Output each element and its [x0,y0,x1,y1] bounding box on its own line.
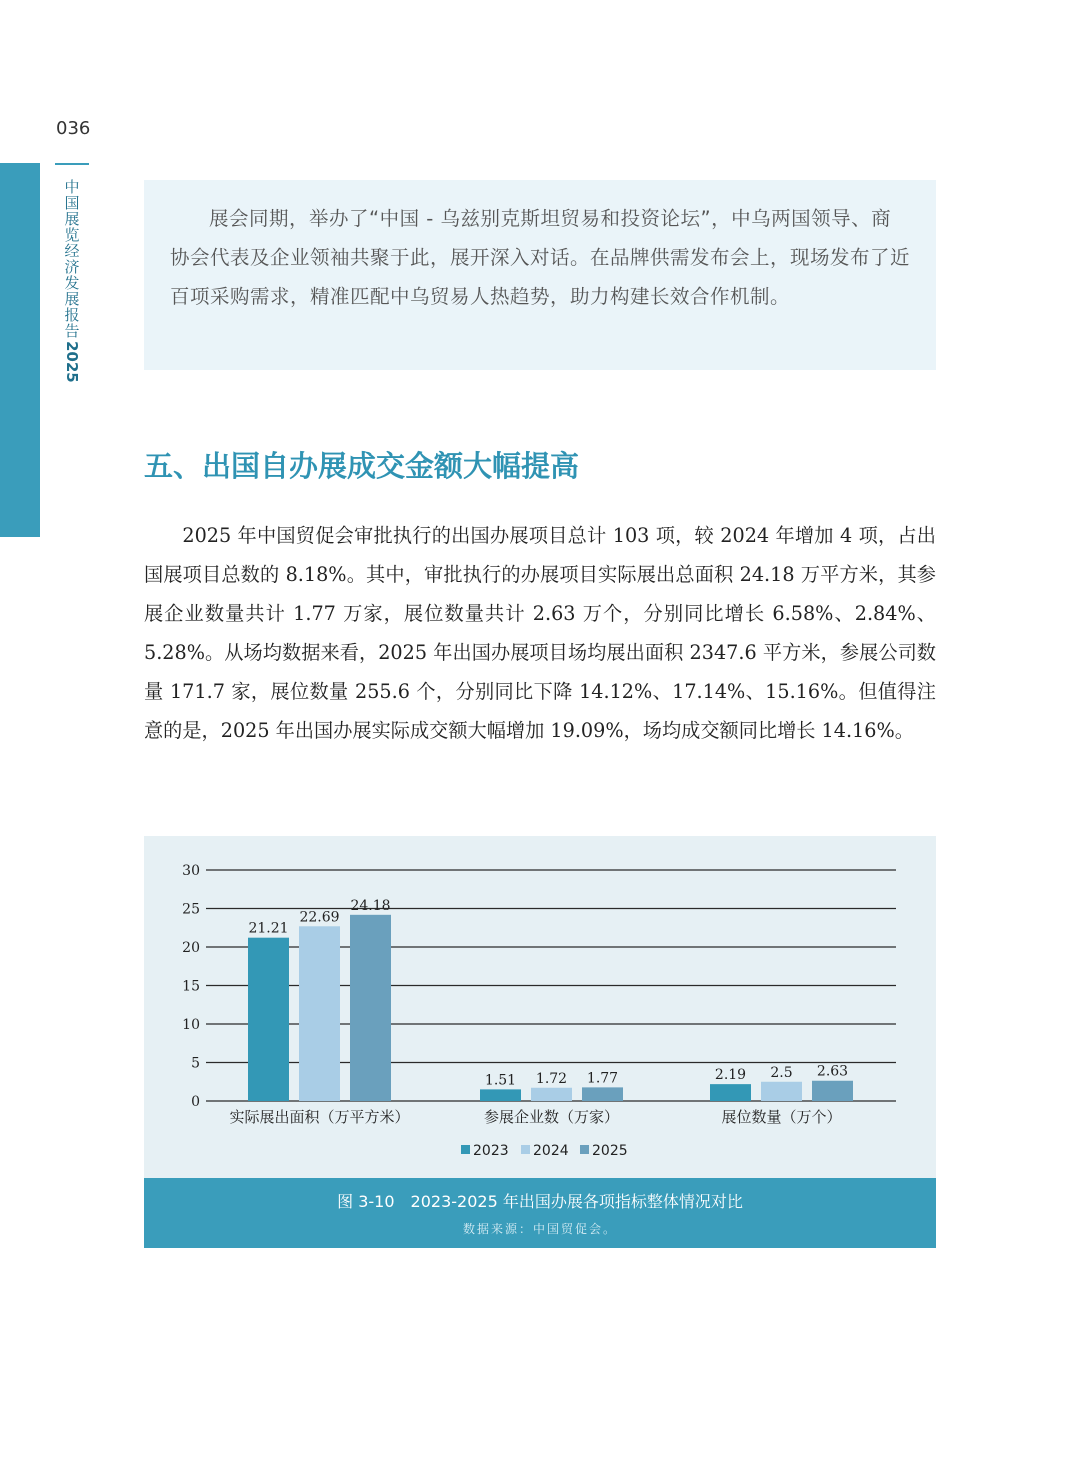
bar-value-label: 2.19 [714,1067,747,1084]
bar-2025 [350,915,391,1101]
bar-2025 [812,1081,853,1101]
bar-chart-panel [144,836,936,1178]
callout-text: 展会同期，举办了“中国 - 乌兹别克斯坦贸易和投资论坛”，中乌两国领导、商协会代表及企业领袖共聚于此，展开深入对话。在品牌供需发布会上，现场发布了近百项采购需求，精准匹配中乌贸易人热趋势，助力构建长效合作机制。 [170,207,911,308]
category-label: 参展企业数（万家） [483,1108,620,1126]
y-tick-label: 0 [191,1094,200,1110]
report-year: 2025 [63,341,81,383]
bar-value-label: 1.77 [586,1070,619,1087]
sidebar-accent-bar [0,163,40,537]
category-label: 展位数量（万个） [721,1108,842,1126]
bar-value-label: 22.69 [299,909,340,926]
bar-value-label: 24.18 [350,897,391,914]
bar-2025 [582,1087,623,1101]
y-tick-label: 10 [182,1017,200,1033]
callout-box [144,180,936,370]
bar-value-label: 2.63 [816,1063,849,1080]
bar-2023 [248,938,289,1101]
bar-2023 [710,1084,751,1101]
bar-value-label: 2.5 [770,1064,793,1081]
figure-caption-bar [144,1178,936,1248]
y-tick-label: 30 [182,863,200,879]
bar-2024 [761,1082,802,1101]
legend-swatch-2025 [580,1145,589,1154]
bar-2024 [299,926,340,1101]
section-heading: 五、出国自办展成交金额大幅提高 [144,449,580,483]
figure-caption: 图 3-10 2023-2025 年出国办展各项指标整体情况对比 [337,1192,743,1211]
figure-source: 数据来源：中国贸促会。 [462,1222,617,1236]
legend-label: 2025 [592,1143,628,1159]
body-paragraph: 2025 年中国贸促会审批执行的出国办展项目总计 103 项，较 2024 年增加 4 项，占出国展项目总数的 8.18%。其中，审批执行的办展项目实际展出总面积 24.18 万平方米，其参展企业数量共计 1.77 万家，展位数量共计 2.63 万个，分别同比增长 6.58%、2.84%、5.28%。从场均数据来看，2025 年出国办展项目场均展出面积 2347.6 平方米，参展公司数量 171.7 家，展位数量 255.6 个，分别同比下降 14.12%、17.14%、15.16%。但值得注意的是，2025 年出国办展实际成交额大幅增加 19.09%，场均成交额同比增长 14.16%。 [144,524,936,742]
category-label: 实际展出面积（万平方米） [229,1108,410,1126]
bar-value-label: 1.72 [535,1070,568,1087]
page-number: 036 [56,118,91,139]
legend-label: 2024 [533,1143,569,1159]
legend-label: 2023 [473,1143,509,1159]
bar-2023 [480,1089,521,1101]
y-tick-label: 5 [191,1055,200,1072]
y-tick-label: 20 [182,940,200,956]
report-title: 中国展览经济发展报告 [62,179,81,339]
legend-swatch-2023 [461,1145,470,1154]
bar-chart [144,836,936,1178]
y-tick-label: 15 [182,978,200,995]
bar-value-label: 1.51 [484,1072,517,1089]
bar-value-label: 21.21 [248,920,289,937]
y-tick-label: 25 [182,901,200,918]
running-header [55,163,89,383]
bar-2024 [531,1088,572,1101]
legend-swatch-2024 [521,1145,530,1154]
